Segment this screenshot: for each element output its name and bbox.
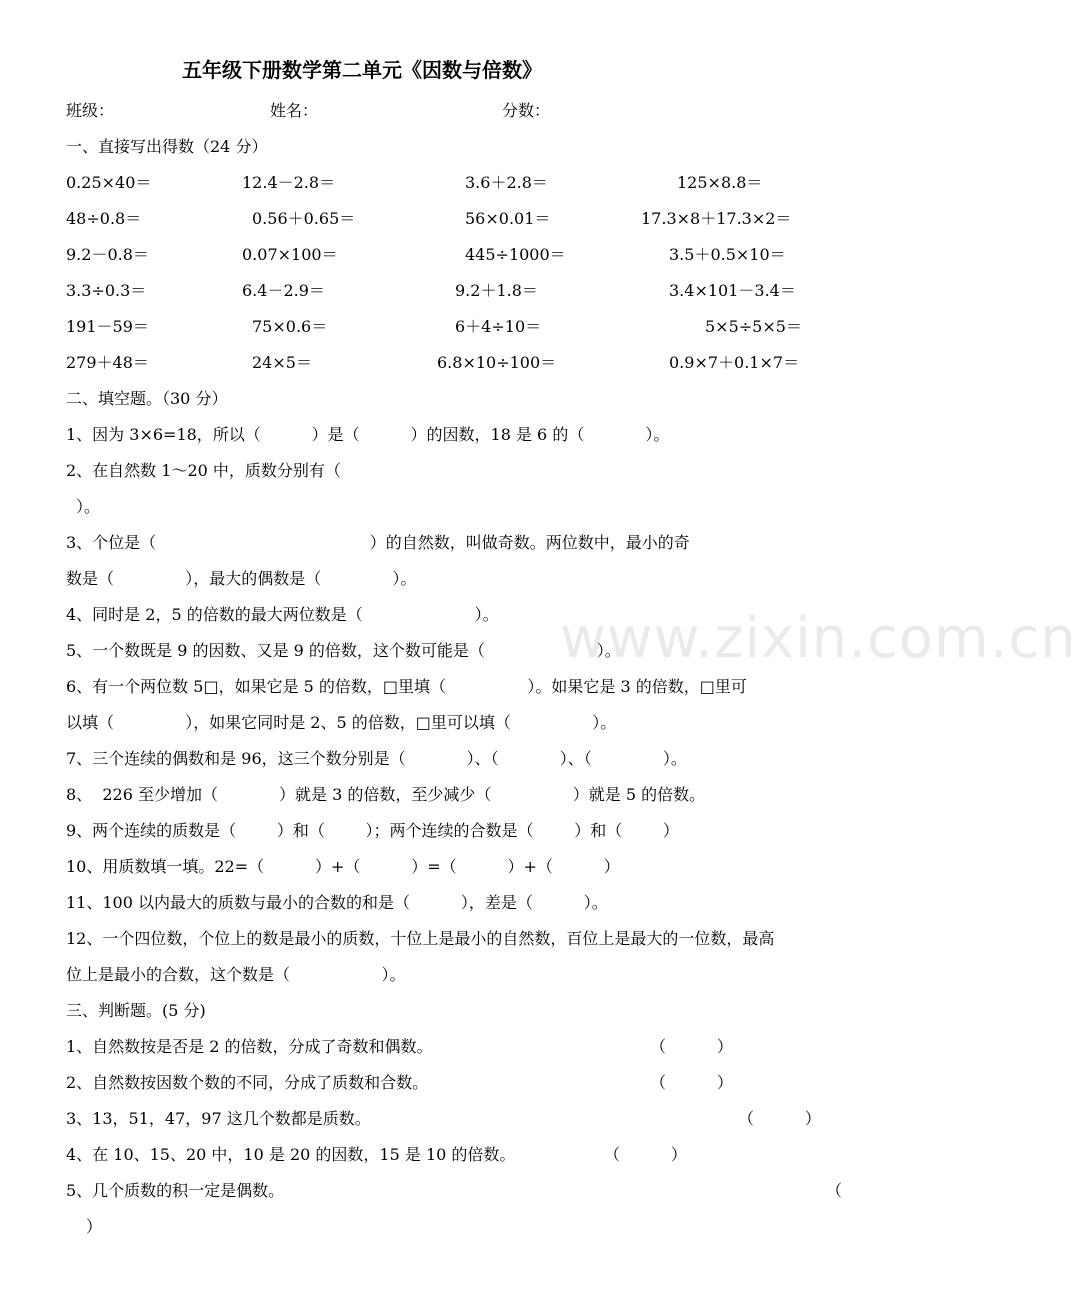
calc-item: 5×5÷5×5＝ [705, 317, 802, 336]
calc-item: 3.5＋0.5×10＝ [669, 245, 786, 264]
calc-item: 125×8.8＝ [677, 173, 763, 192]
fill-blank-question: 2、在自然数 1～20 中，质数分别有（ [66, 461, 341, 480]
section1-heading: 一、直接写出得数（24 分） [66, 137, 268, 156]
judge-answer-paren: （ ） [604, 1145, 687, 1164]
fill-blank-question: 12、一个四位数，个位上的数是最小的质数，十位上是最小的自然数，百位上是最大的一位数，最高 [66, 929, 775, 948]
calc-item: 0.25×40＝ [66, 173, 152, 192]
calc-item: 9.2－0.8＝ [66, 245, 149, 264]
judge-answer-paren: （ ） [650, 1037, 733, 1056]
score-label: 分数： [502, 101, 551, 120]
calc-item: 6.4－2.9＝ [242, 281, 325, 300]
calc-item: 48÷0.8＝ [66, 209, 142, 228]
page-title: 五年级下册数学第二单元《因数与倍数》 [182, 58, 542, 82]
calc-item: 279＋48＝ [66, 353, 149, 372]
calc-item: 75×0.6＝ [252, 317, 328, 336]
judge-answer-paren: （ [826, 1181, 843, 1200]
fill-blank-question: 11、100 以内最大的质数与最小的合数的和是（ ），差是（ ）。 [66, 893, 608, 912]
fill-blank-question: 10、用质数填一填。22=（ ）+（ ）=（ ）+（ ） [66, 857, 620, 876]
fill-blank-question: 8、 226 至少增加（ ）就是 3 的倍数，至少减少（ ）就是 5 的倍数。 [66, 785, 706, 804]
fill-blank-question: 4、同时是 2，5 的倍数的最大两位数是（ ）。 [66, 605, 499, 624]
calc-item: 3.4×101－3.4＝ [669, 281, 796, 300]
fill-blank-question: 5、一个数既是 9 的因数、又是 9 的倍数，这个数可能是（ ）。 [66, 641, 621, 660]
fill-blank-question: 6、有一个两位数 5□，如果它是 5 的倍数，□里填（ ）。如果它是 3 的倍数，□里可 [66, 677, 747, 696]
calc-item: 0.9×7＋0.1×7＝ [669, 353, 800, 372]
calc-item: 6.8×10÷100＝ [437, 353, 557, 372]
judge-answer-paren: （ ） [650, 1073, 733, 1092]
calc-item: 445÷1000＝ [465, 245, 566, 264]
calc-item: 6＋4÷10＝ [455, 317, 542, 336]
judge-answer-paren-close: ） [86, 1217, 103, 1236]
watermark: www.zixin.com.cn [560, 606, 1077, 671]
calc-item: 9.2＋1.8＝ [455, 281, 538, 300]
calc-item: 191－59＝ [66, 317, 149, 336]
fill-blank-question: 7、三个连续的偶数和是 96，这三个数分别是（ ）、（ ）、（ ）。 [66, 749, 687, 768]
calc-item: 0.56＋0.65＝ [252, 209, 356, 228]
class-label: 班级： [66, 101, 115, 120]
judge-question: 5、几个质数的积一定是偶数。 [66, 1181, 285, 1200]
fill-blank-question: 1、因为 3×6=18，所以（ ）是（ ）的因数，18 是 6 的（ ）。 [66, 425, 670, 444]
judge-question: 3、13，51，47，97 这几个数都是质数。 [66, 1109, 371, 1128]
calc-item: 17.3×8＋17.3×2＝ [641, 209, 792, 228]
judge-question: 2、自然数按因数个数的不同，分成了质数和合数。 [66, 1073, 429, 1092]
fill-blank-question: 以填（ ），如果它同时是 2、5 的倍数，□里可以填（ ）。 [66, 713, 617, 732]
calc-item: 12.4－2.8＝ [242, 173, 336, 192]
calc-item: 56×0.01＝ [465, 209, 551, 228]
calc-item: 0.07×100＝ [242, 245, 338, 264]
calc-item: 3.6＋2.8＝ [465, 173, 548, 192]
calc-item: 24×5＝ [252, 353, 312, 372]
calc-item: 3.3÷0.3＝ [66, 281, 147, 300]
judge-question: 1、自然数按是否是 2 的倍数，分成了奇数和偶数。 [66, 1037, 433, 1056]
judge-answer-paren: （ ） [738, 1109, 821, 1128]
section2-heading: 二、填空题。（30 分） [66, 389, 228, 408]
judge-question: 4、在 10、15、20 中，10 是 20 的因数，15 是 10 的倍数。 [66, 1145, 516, 1164]
fill-blank-question: 9、两个连续的质数是（ ）和（ ）；两个连续的合数是（ ）和（ ） [66, 821, 679, 840]
name-label: 姓名： [270, 101, 319, 120]
section3-heading: 三、判断题。(5 分) [66, 1001, 206, 1020]
fill-blank-question: 3、个位是（ ）的自然数，叫做奇数。两位数中，最小的奇 [66, 533, 690, 552]
fill-blank-question: 位上是最小的合数，这个数是（ ）。 [66, 965, 406, 984]
fill-blank-question: 数是（ ），最大的偶数是（ ）。 [66, 569, 417, 588]
fill-blank-question: ）。 [76, 497, 101, 516]
